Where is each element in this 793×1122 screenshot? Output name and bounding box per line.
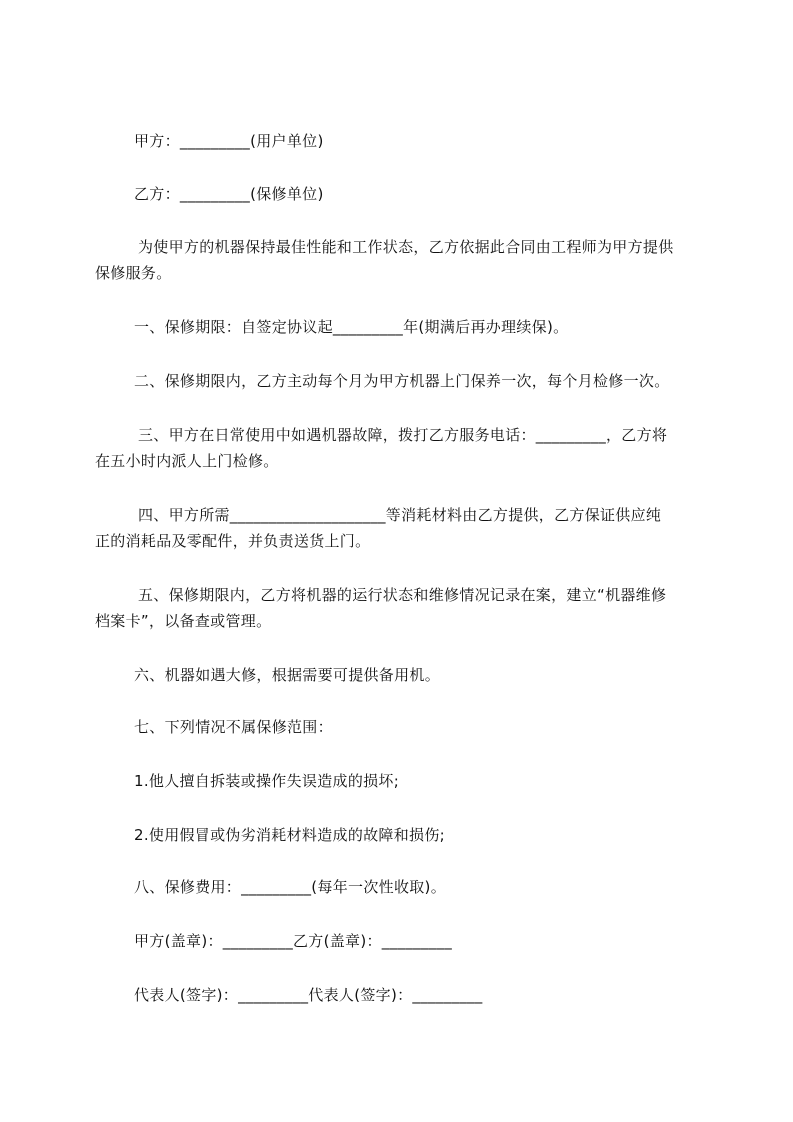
- clause-5-line-2: 档案卡”，以备查或管理。: [95, 612, 272, 630]
- exclusion-item-2: 2.使用假冒或伪劣消耗材料造成的故障和损伤;: [134, 826, 445, 844]
- seal-line: 甲方(盖章)：_________乙方(盖章)：_________: [134, 932, 453, 950]
- clause-8: 八、保修费用：_________(每年一次性收取)。: [134, 878, 447, 896]
- clause-4-line-2: 正的消耗品及零配件，并负责送货上门。: [95, 532, 371, 550]
- party-a-line: 甲方：_________(用户单位): [134, 132, 324, 150]
- party-b-line: 乙方：_________(保修单位): [134, 185, 324, 203]
- exclusion-item-1: 1.他人擅自拆装或操作失误造成的损坏;: [134, 772, 400, 790]
- clause-2: 二、保修期限内，乙方主动每个月为甲方机器上门保养一次，每个月检修一次。: [134, 372, 670, 390]
- clause-4-line-1: 四、甲方所需____________________等消耗材料由乙方提供，乙方保证供应纯: [138, 506, 662, 524]
- signature-line: 代表人(签字)：_________代表人(签字)：_________: [134, 986, 483, 1004]
- clause-3-line-2: 在五小时内派人上门检修。: [95, 452, 279, 470]
- clause-3-line-1: 三、甲方在日常使用中如遇机器故障，拨打乙方服务电话：_________，乙方将: [138, 426, 668, 444]
- intro-paragraph-line-2: 保修服务。: [95, 264, 172, 282]
- clause-7: 七、下列情况不属保修范围：: [134, 718, 333, 736]
- intro-paragraph-line-1: 为使甲方的机器保持最佳性能和工作状态，乙方依据此合同由工程师为甲方提供: [138, 238, 674, 256]
- clause-5-line-1: 五、保修期限内，乙方将机器的运行状态和维修情况记录在案，建立“机器维修: [138, 586, 667, 604]
- clause-1: 一、保修期限：自签定协议起_________年(期满后再办理续保)。: [134, 318, 569, 336]
- clause-6: 六、机器如遇大修，根据需要可提供备用机。: [134, 666, 441, 684]
